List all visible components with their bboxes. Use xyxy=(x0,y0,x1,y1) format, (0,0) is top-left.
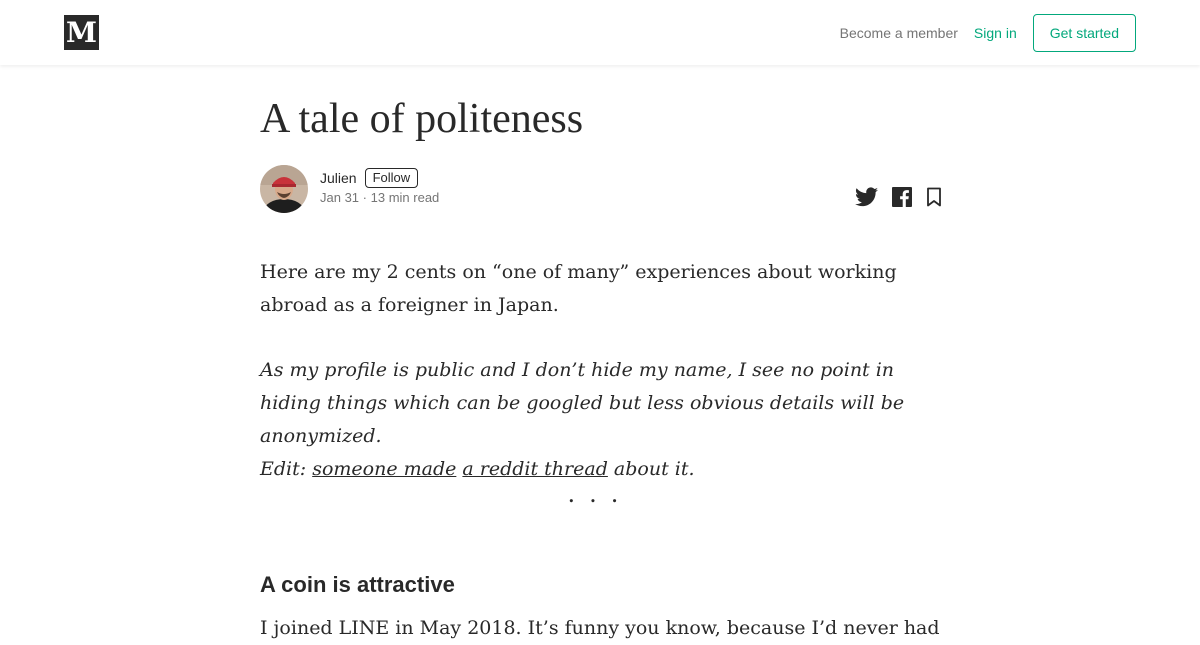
reddit-thread-link[interactable]: a reddit thread xyxy=(462,458,608,480)
intro-paragraph: Here are my 2 cents on “one of many” experiences about working abroad as a foreigner in Japan. xyxy=(260,261,897,316)
meta-separator: · xyxy=(362,190,368,205)
avatar-image xyxy=(260,165,308,213)
twitter-icon[interactable] xyxy=(855,187,878,212)
author-name-line xyxy=(320,167,439,189)
edit-suffix: about it. xyxy=(607,458,695,480)
bookmark-icon[interactable] xyxy=(926,187,942,212)
author-row xyxy=(260,165,942,213)
facebook-icon[interactable] xyxy=(892,187,912,212)
sign-in-link[interactable]: Sign in xyxy=(973,25,1017,41)
share-icons xyxy=(855,187,942,212)
nav-actions xyxy=(840,14,1136,52)
publish-date: Jan 31 xyxy=(320,190,360,205)
body-paragraph: I joined LINE in May 2018. It’s funny you know, because I’d never had xyxy=(260,617,940,639)
author-name[interactable]: Julien xyxy=(320,170,357,186)
top-navigation-bar xyxy=(0,0,1200,65)
disclaimer-text: As my profile is public and I don’t hide my name, I see no point in hiding things which can be googled but less obvious details will be anonymized. xyxy=(260,359,905,447)
someone-made-link[interactable]: someone made xyxy=(312,458,457,480)
get-started-button[interactable]: Get started xyxy=(1033,14,1136,52)
edit-prefix: Edit: xyxy=(260,458,313,480)
medium-logo[interactable]: M xyxy=(66,16,97,49)
section-separator: ... xyxy=(567,480,633,508)
publish-meta xyxy=(320,190,439,205)
author-avatar[interactable] xyxy=(260,165,308,213)
read-time: 13 min read xyxy=(370,190,440,205)
disclaimer-paragraph xyxy=(260,354,910,486)
become-member-link[interactable]: Become a member xyxy=(839,25,958,41)
article-title: A tale of politeness xyxy=(260,96,584,142)
section-heading: A coin is attractive xyxy=(260,572,455,597)
follow-button[interactable]: Follow xyxy=(365,168,419,188)
author-meta xyxy=(320,167,439,205)
